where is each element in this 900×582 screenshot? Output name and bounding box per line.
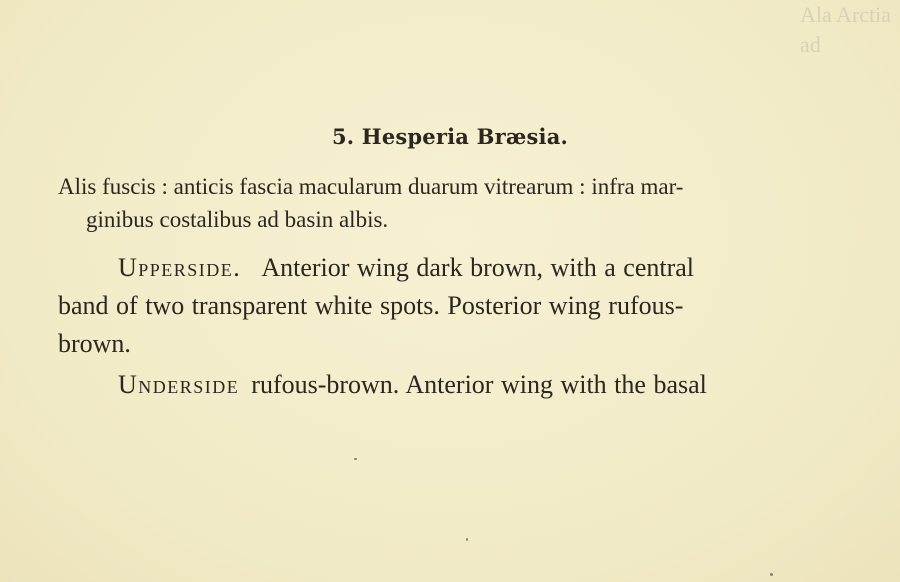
upperside-text-1: Anterior wing dark brown, with a central <box>261 253 695 282</box>
upperside-line-1 <box>58 249 848 287</box>
latin-diagnosis <box>58 170 848 236</box>
upperside-label: Upperside. <box>118 253 242 282</box>
latin-line-1: Alis fuscis : anticis fascia macularum duarum vitrearum : infra mar- <box>58 174 684 199</box>
paper-speck <box>770 573 773 576</box>
underside-label: Underside <box>118 370 240 399</box>
latin-line-2: ginibus costalibus ad basin albis. <box>86 207 389 232</box>
species-heading: 5. Hesperia Bræsia. <box>331 124 569 149</box>
underside-paragraph <box>58 366 848 404</box>
upperside-paragraph <box>58 249 848 363</box>
underside-line-1 <box>58 366 848 404</box>
paper-speck <box>466 538 468 541</box>
underside-text-1: rufous-brown. Anterior wing with the basal <box>251 370 707 399</box>
upperside-line-3: brown. <box>58 329 131 358</box>
bleed-through-text: Ala Arctia ad <box>800 2 892 57</box>
paper-speck <box>354 458 357 460</box>
upperside-line-2: band of two transparent white spots. Posterior wing rufous- <box>58 291 684 320</box>
